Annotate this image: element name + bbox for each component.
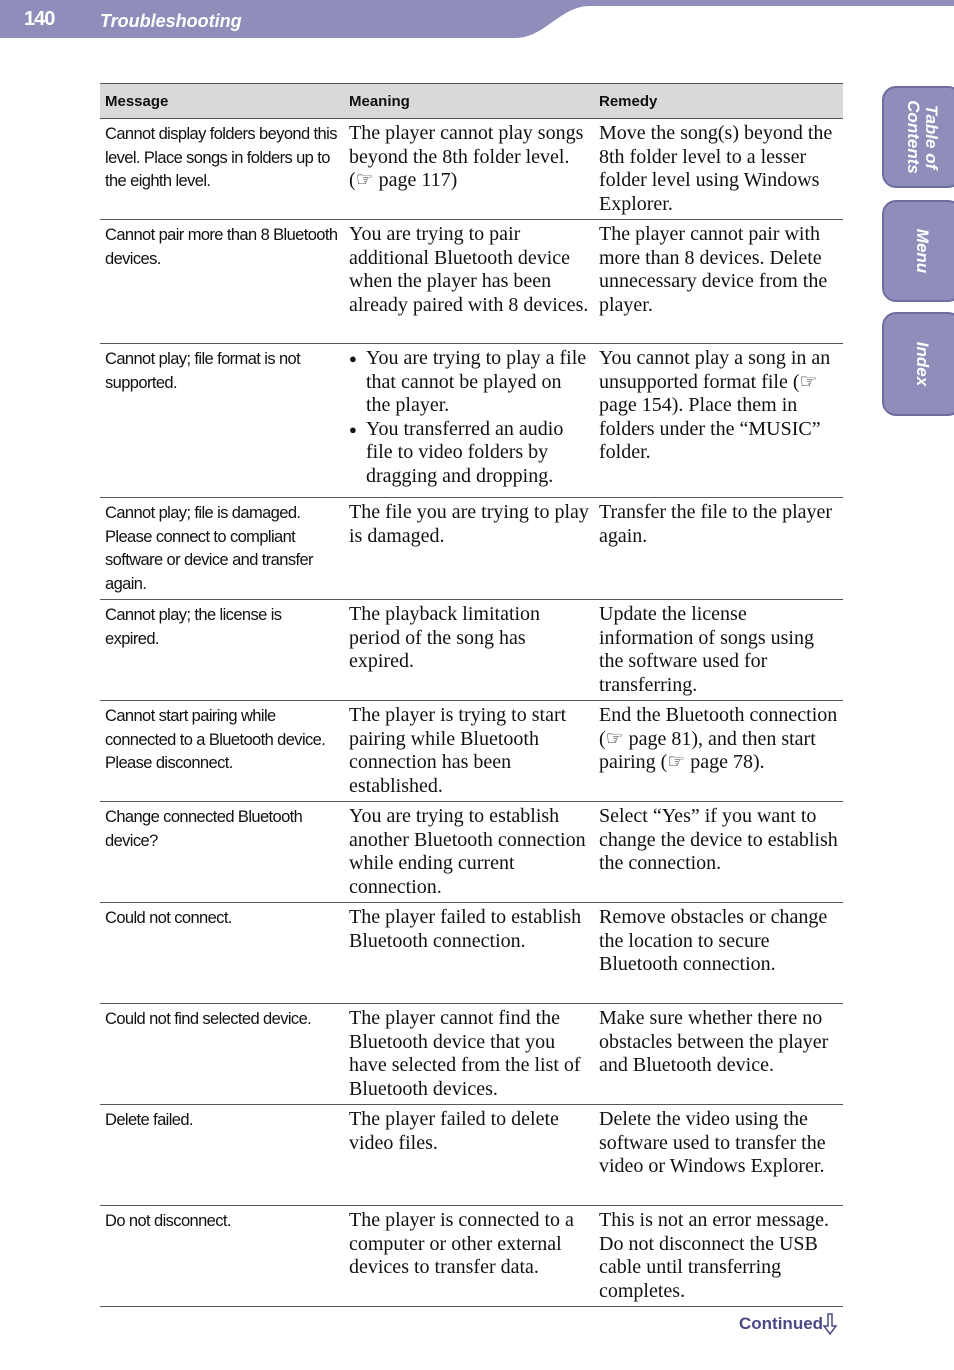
column-header-remedy: Remedy — [594, 84, 843, 119]
meaning-cell: You are trying to pair additional Bluetooth device when the player has been already paired with 8 devices. — [344, 220, 594, 344]
remedy-cell: You cannot play a song in an unsupported format file (☞ page 154). Place them in folders under the “MUSIC” folder. — [594, 344, 843, 498]
meaning-cell: The player cannot find the Bluetooth device that you have selected from the list of Bluetooth devices. — [344, 1004, 594, 1105]
tab-menu[interactable] — [882, 200, 954, 302]
meaning-list — [349, 347, 589, 488]
list-item: ● You are trying to play a file that cannot be played on the player. — [366, 347, 589, 418]
table-row — [100, 600, 843, 701]
meaning-cell: The playback limitation period of the song has expired. — [344, 600, 594, 701]
meaning-cell: The player is connected to a computer or other external devices to transfer data. — [344, 1206, 594, 1307]
remedy-cell: Remove obstacles or change the location to secure Bluetooth connection. — [594, 903, 843, 1004]
tab-menu-label: Menu — [913, 228, 932, 274]
page-header — [0, 0, 954, 40]
message-cell: Do not disconnect. — [100, 1206, 344, 1307]
table-row — [100, 1206, 843, 1307]
message-cell: Could not connect. — [100, 903, 344, 1004]
message-cell: Cannot play; file is damaged. Please connect to compliant software or device and transfer again. — [100, 498, 344, 600]
remedy-cell: Delete the video using the software used to transfer the video or Windows Explorer. — [594, 1105, 843, 1206]
table-row — [100, 903, 843, 1004]
table-header-row — [100, 84, 843, 119]
table-row — [100, 220, 843, 344]
tab-index[interactable] — [882, 312, 954, 416]
tab-table-of-contents[interactable] — [882, 86, 954, 188]
meaning-cell: The player failed to establish Bluetooth connection. — [344, 903, 594, 1004]
continued-label: Continued — [739, 1314, 824, 1333]
message-cell: Cannot start pairing while connected to a Bluetooth device. Please disconnect. — [100, 701, 344, 802]
remedy-cell: Update the license information of songs using the software used for transferring. — [594, 600, 843, 701]
column-header-meaning: Meaning — [344, 84, 594, 119]
meaning-cell: The player failed to delete video files. — [344, 1105, 594, 1206]
troubleshooting-table — [100, 83, 843, 1307]
table-row — [100, 701, 843, 802]
table-row — [100, 802, 843, 903]
message-cell: Could not find selected device. — [100, 1004, 344, 1105]
remedy-cell: End the Bluetooth connection (☞ page 81), and then start pairing (☞ page 78). — [594, 701, 843, 802]
tab-toc-label: Table of Contents — [904, 100, 941, 174]
table-row — [100, 1004, 843, 1105]
list-item: ● You transferred an audio file to video folders by dragging and dropping. — [366, 418, 589, 489]
page-number: 140 — [24, 8, 55, 30]
remedy-cell: The player cannot pair with more than 8 devices. Delete unnecessary device from the player. — [594, 220, 843, 344]
message-cell: Cannot play; file format is not supported. — [100, 344, 344, 498]
remedy-cell: This is not an error message. Do not disconnect the USB cable until transferring completes. — [594, 1206, 843, 1307]
table-row — [100, 1105, 843, 1206]
message-cell: Cannot display folders beyond this level. Place songs in folders up to the eighth level. — [100, 119, 344, 220]
message-cell: Cannot play; the license is expired. — [100, 600, 344, 701]
remedy-cell: Select “Yes” if you want to change the device to establish the connection. — [594, 802, 843, 903]
column-header-message: Message — [100, 84, 344, 119]
table-row — [100, 498, 843, 600]
table-row — [100, 344, 843, 498]
table-row — [100, 119, 843, 220]
down-arrow-icon — [822, 1312, 838, 1336]
remedy-cell: Make sure whether there no obstacles between the player and Bluetooth device. — [594, 1004, 843, 1105]
remedy-cell: Move the song(s) beyond the 8th folder level to a lesser folder level using Windows Explorer. — [594, 119, 843, 220]
meaning-cell: The player cannot play songs beyond the 8th folder level. (☞ page 117) — [344, 119, 594, 220]
meaning-cell: You are trying to establish another Bluetooth connection while ending current connection. — [344, 802, 594, 903]
meaning-cell — [344, 344, 594, 498]
message-cell: Change connected Bluetooth device? — [100, 802, 344, 903]
message-cell: Delete failed. — [100, 1105, 344, 1206]
section-title: Troubleshooting — [100, 11, 242, 31]
tab-index-label: Index — [913, 341, 932, 387]
meaning-cell: The file you are trying to play is damaged. — [344, 498, 594, 600]
remedy-cell: Transfer the file to the player again. — [594, 498, 843, 600]
message-cell: Cannot pair more than 8 Bluetooth devices. — [100, 220, 344, 344]
meaning-cell: The player is trying to start pairing while Bluetooth connection has been established. — [344, 701, 594, 802]
